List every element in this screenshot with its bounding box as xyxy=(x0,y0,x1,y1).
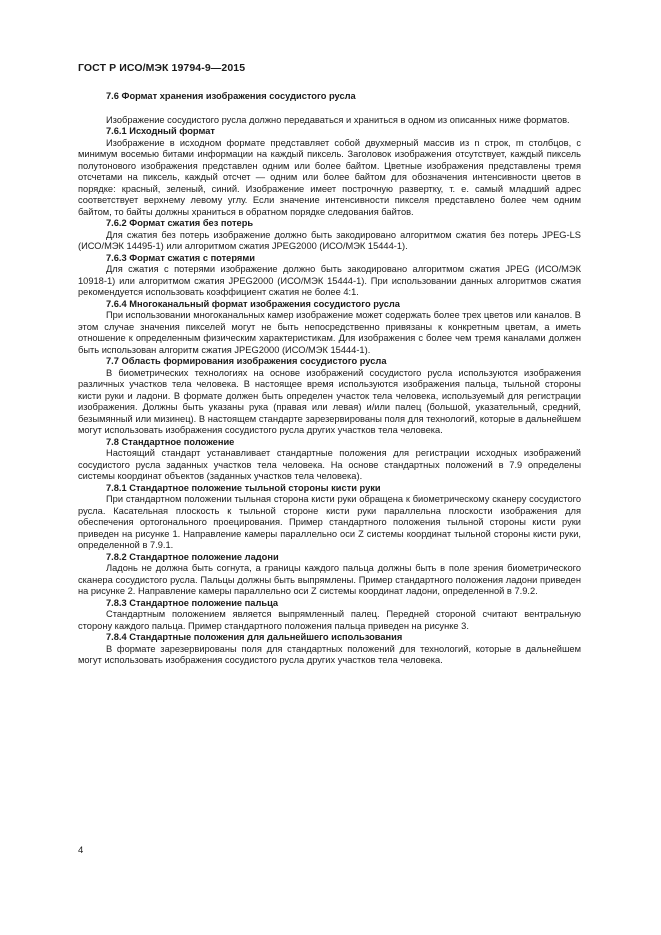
document-header: ГОСТ Р ИСО/МЭК 19794-9—2015 xyxy=(78,62,246,74)
paragraph: Стандартным положением является выпрямленный палец. Передней стороной считают вентральную сторону каждого пальца. Пример стандартного положения пальца приведен на рисунке 3. xyxy=(78,609,581,631)
section-heading: 7.8.4 Стандартные положения для дальнейшего использования xyxy=(106,632,403,642)
section-heading: 7.8.3 Стандартное положение пальца xyxy=(106,597,279,608)
paragraph: Для сжатия с потерями изображение должно быть закодировано алгоритмом сжатия JPEG (ИСО/МЭК 10918-1) или алгоритмом сжатия JPEG2000 (ИСО/МЭК 15444-1). При использовании данных алгоритмов сжатия рекомендуется использовать коэффициент сжатия не более 4:1. xyxy=(78,264,581,297)
paragraph: Изображение сосудистого русла должно передаваться и храниться в одном из описанных ниже форматов. xyxy=(106,114,570,125)
paragraph: При использовании многоканальных камер изображение может содержать более трех цветов или каналов. В этом случае значения пикселей могут не быть непосредственно привязаны к конкретным цветам, а иметь отношение к определенным физическим характеристикам. Для изображения с более чем тремя каналами должен быть использован алгоритм сжатия JPEG2000 (ИСО/МЭК 15444-1). xyxy=(78,310,581,355)
section-heading: 7.7 Область формирования изображения сосудистого русла xyxy=(106,356,387,366)
section-heading: 7.8.1 Стандартное положение тыльной стороны кисти руки xyxy=(106,482,381,493)
paragraph: Изображение в исходном формате представляет собой двухмерный массив из n строк, m столбцов, с минимум восемью битами информации на каждый пиксель. Заголовок изображения отсутствует, каждый пиксель полутонового изображения представлен одним или более байтом. Цветные изображения представлены тремя отсчетами на пиксель, каждый отсчет — одним или более байтом для обозначения интенсивности цветов в порядке: красный, зеленый, синий. Изображение имеет построчную развертку, т. е. самый младший адрес соответствует верхнему левому углу. Если значение интенсивности пикселя представлено более чем одним байтом, то байты должны храниться в обратном порядке следования байтов. xyxy=(78,137,581,217)
section-heading: 7.6.2 Формат сжатия без потерь xyxy=(106,218,254,228)
section-heading: 7.6.4 Многоканальный формат изображения сосудистого русла xyxy=(106,298,400,309)
paragraph: В биометрических технологиях на основе изображений сосудистого русла используются изображения различных участков тела человека. В настоящее время используются изображения пальца, тыльной стороны кисти руки и ладони. В формате должен быть определен участок тела человека, используемый для регистрации изображения. Должны быть указаны рука (правая или левая) и/или палец (большой, указательный, средний, безымянный или мизинец). В настоящем стандарте зарезервированы поля для технологий, которые в дальнейшем могут использовать изображения сосудистого русла других участков тела человека. xyxy=(78,367,581,435)
section-heading: 7.6.3 Формат сжатия с потерями xyxy=(106,252,255,263)
section-heading: 7.6 Формат хранения изображения сосудистого русла xyxy=(106,91,356,101)
paragraph: В формате зарезервированы поля для стандартных положений для технологий, которые в дальнейшем могут использовать изображения сосудистого русла других участков тела человека. xyxy=(78,643,581,665)
paragraph: Настоящий стандарт устанавливает стандартные положения для регистрации исходных изображений сосудистого русла заданных участков тела человека. На основе стандартных положений в 7.9 определены системы координат объектов (заданных участков тела человека). xyxy=(78,448,581,481)
section-heading: 7.6.1 Исходный формат xyxy=(106,126,215,136)
page-number: 4 xyxy=(78,845,84,856)
paragraph: Ладонь не должна быть согнута, а границы каждого пальца должны быть в поле зрения биометрического сканера сосудистого русла. Пальцы должны быть выпрямлены. Пример стандартного положения ладони приведен на рисунке 2. Направление камеры параллельно оси Z системы координат ладони, определенной в 7.9.2. xyxy=(78,563,581,596)
paragraph: При стандартном положении тыльная сторона кисти руки обращена к биометрическому сканеру сосудистого русла. Касательная плоскость к тыльной стороне кисти руки параллельна плоскости изображения для обеспечения ортогонального проецирования. Пример стандартного положения тыльной стороны кисти руки приведен на рисунке 1. Направление камеры параллельно оси Z системы координат тыльной стороны кисти руки, определенной в 7.9.1. xyxy=(78,494,581,550)
paragraph: Для сжатия без потерь изображение должно быть закодировано алгоритмом сжатия без потерь JPEG-LS (ИСО/МЭК 14495-1) или алгоритмом сжатия JPEG2000 (ИСО/МЭК 15444-1). xyxy=(78,229,581,251)
section-heading: 7.8.2 Стандартное положение ладони xyxy=(106,551,279,562)
section-heading: 7.8 Стандартное положение xyxy=(106,436,235,447)
document-body xyxy=(78,91,581,667)
